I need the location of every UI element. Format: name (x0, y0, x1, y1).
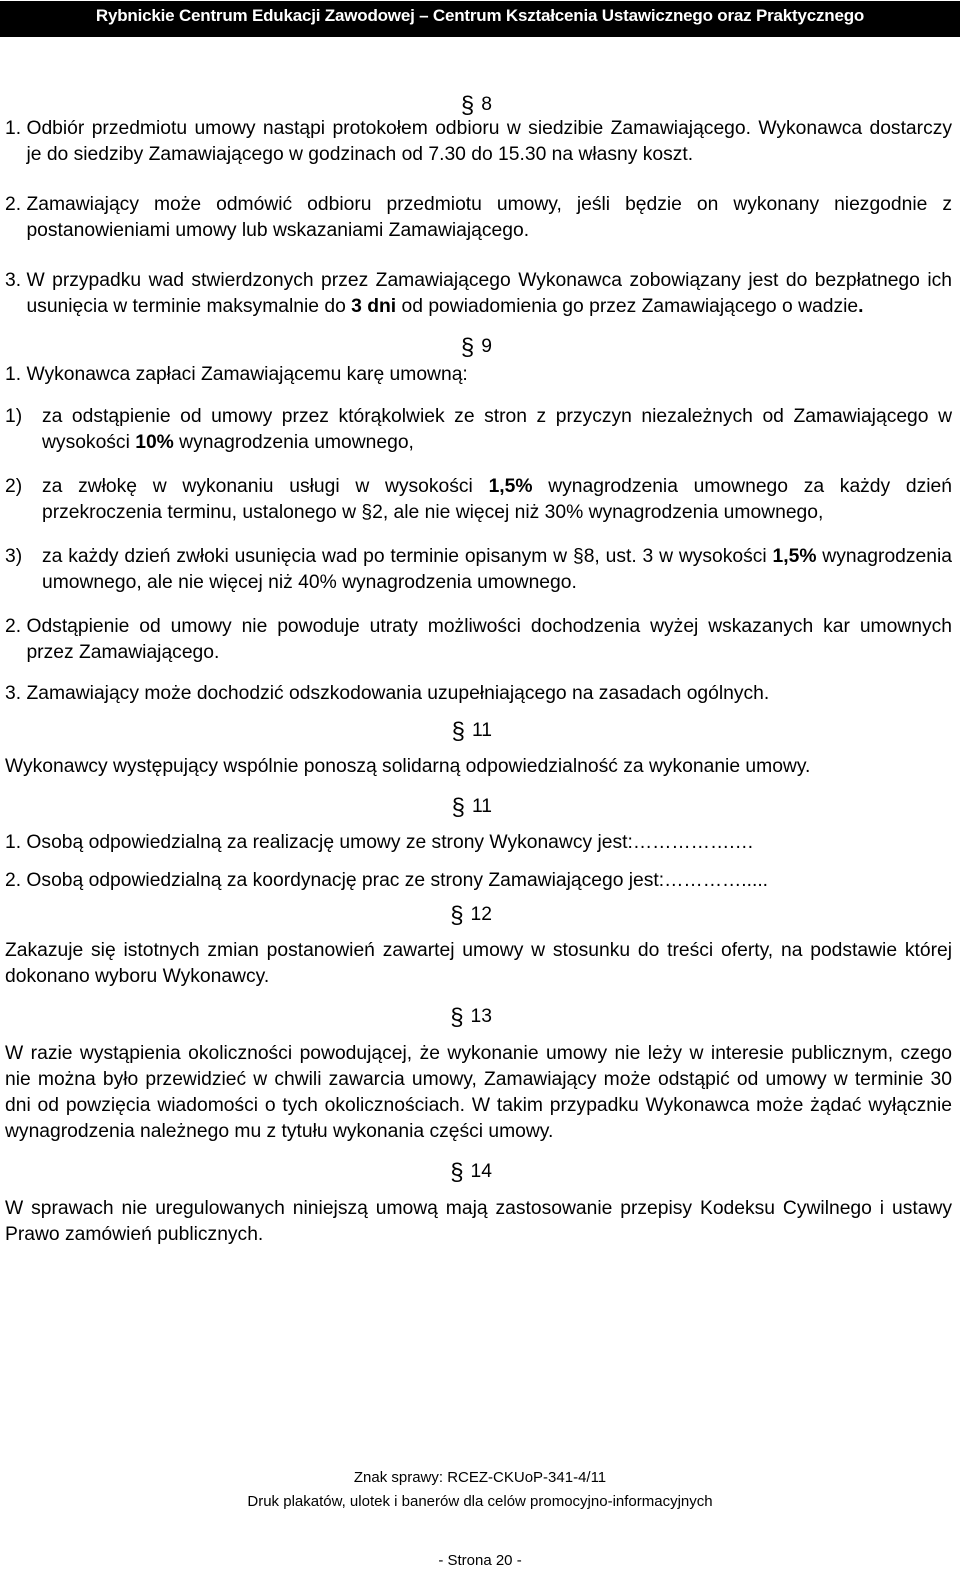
section-heading-13: § 13 (450, 1004, 492, 1031)
section-heading-11b: § 11 (451, 794, 492, 821)
document-body (5, 92, 952, 1248)
section-heading-14: § 14 (450, 1159, 492, 1186)
section-heading-11a: § 11 (451, 718, 492, 745)
s9-penalty-1: 1) za odstąpienie od umowy przez którąkolwiek ze stron z przyczyn niezależnych od Zamawiającego w wysokości 10% wynagrodzenia umownego, (5, 406, 952, 453)
s9-paragraph-1: 1. Wykonawca zapłaci Zamawiającemu karę umowną: (5, 364, 468, 385)
s14-text: W sprawach nie uregulowanych niniejszą umową mają zastosowanie przepisy Kodeksu Cywilnego i ustawy Prawo zamówień publicznych. (5, 1198, 952, 1245)
s9-paragraph-3: 3. Zamawiający może dochodzić odszkodowania uzupełniającego na zasadach ogólnych. (5, 683, 770, 704)
footer-case-number: Znak sprawy: RCEZ-CKUoP-341-4/11 (353, 1469, 607, 1486)
s12-text: Zakazuje się istotnych zmian postanowień zawartej umowy w stosunku do treści oferty, na podstawie której dokonano wyboru Wykonawcy. (5, 940, 952, 987)
s8-paragraph-1: 1. Odbiór przedmiotu umowy nastąpi protokołem odbioru w siedzibie Zamawiającego. Wykonawca dostarczy je do siedziby Zamawiającego w godzinach od 7.30 do 15.30 na własny koszt. (5, 118, 952, 165)
s9-penalty-2: 2) za zwłokę w wykonaniu usługi w wysokości 1,5% wynagrodzenia umownego za każdy dzień przekroczenia terminu, ustalonego w §2, ale nie więcej niż 30% wynagrodzenia umownego, (5, 476, 952, 523)
section-heading-9: § 9 (460, 334, 492, 361)
s9-paragraph-2: 2. Odstąpienie od umowy nie powoduje utraty możliwości dochodzenia wyżej wskazanych kar umownych przez Zamawiającego. (5, 616, 952, 663)
s11a-text: Wykonawcy występujący wspólnie ponoszą solidarną odpowiedzialność za wykonanie umowy. (5, 756, 811, 777)
s13-text: W razie wystąpienia okoliczności powodującej, że wykonanie umowy nie leży w interesie publicznym, czego nie można było przewidzieć w chwili zawarcia umowy, Zamawiający może odstąpić od umowy w terminie 30 dni od powzięcia wiadomości o tych okolicznościach. W takim przypadku Wykonawca może żądać wyłącznie wynagrodzenia należnego mu z tytułu wykonania części umowy. (5, 1043, 952, 1142)
s9-penalty-3: 3) za każdy dzień zwłoki usunięcia wad po terminie opisanym w §8, ust. 3 w wysokości 1,5% wynagrodzenia umownego, ale nie więcej niż 40% wynagrodzenia umownego. (5, 546, 952, 593)
s11b-responsible-client: 2. Osobą odpowiedzialną za koordynację prac ze strony Zamawiającego jest:…………..... (5, 870, 769, 891)
s8-paragraph-2: 2. Zamawiający może odmówić odbioru przedmiotu umowy, jeśli będzie on wykonany niezgodnie z postanowieniami umowy lub wskazaniami Zamawiającego. (5, 194, 952, 241)
footer-description: Druk plakatów, ulotek i banerów dla celów promocyjno-informacyjnych (247, 1493, 713, 1510)
s8-paragraph-3: 3. W przypadku wad stwierdzonych przez Zamawiającego Wykonawca zobowiązany jest do bezpłatnego ich usunięcia w terminie maksymalnie do 3 dni od powiadomienia go przez Zamawiającego o wadzie. (5, 270, 952, 317)
header-title: Rybnickie Centrum Edukacji Zawodowej – Centrum Kształcenia Ustawicznego oraz Praktycznego (95, 6, 865, 25)
document-header (0, 1, 960, 37)
section-heading-8: § 8 (460, 92, 492, 119)
footer-page-number: - Strona 20 - (438, 1552, 522, 1569)
section-heading-12: § 12 (450, 902, 492, 929)
s11b-responsible-contractor: 1. Osobą odpowiedzialną za realizację umowy ze strony Wykonawcy jest:…………….… (5, 832, 754, 853)
